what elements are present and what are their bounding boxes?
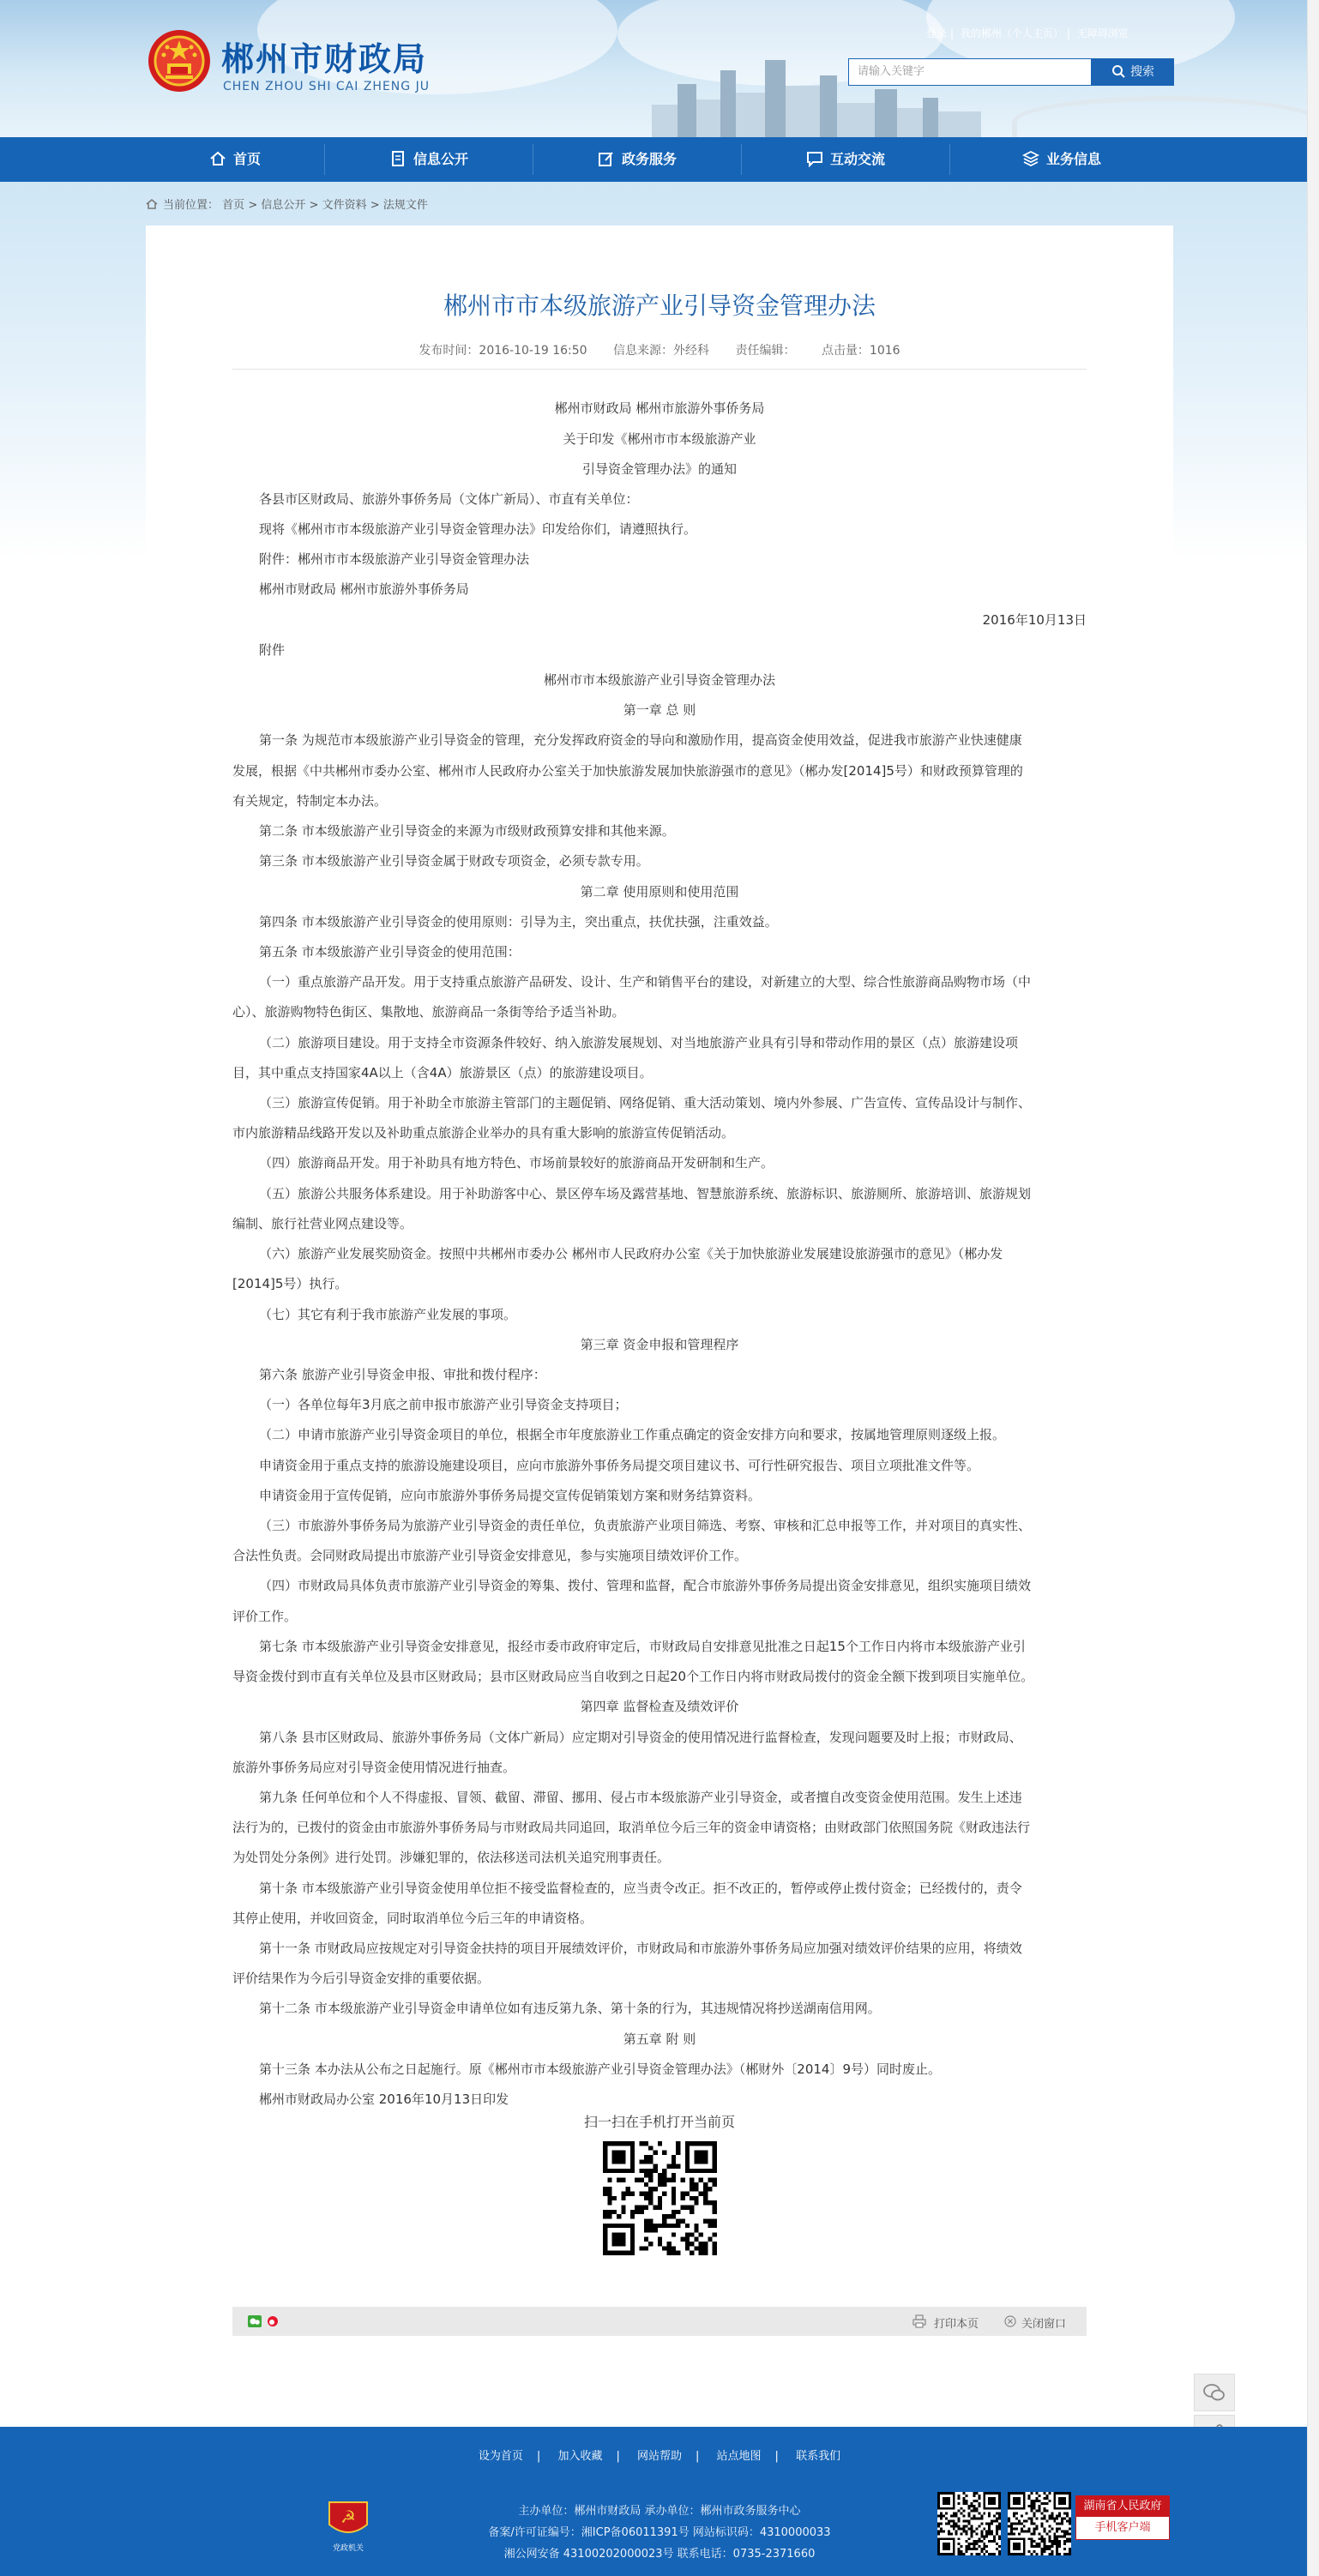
document-icon — [389, 150, 407, 167]
nav-business-info[interactable] — [950, 137, 1173, 182]
share-bar — [232, 2307, 1087, 2336]
footer-separator: | — [616, 2450, 620, 2463]
article-paragraph: 郴州市财政局 郴州市旅游外事侨务局 — [259, 581, 469, 597]
article-paragraph: 郴州市财政局 郴州市旅游外事侨务局 — [554, 400, 765, 416]
site-logo-subtitle: CHEN ZHOU SHI CAI ZHENG JU — [223, 80, 430, 93]
breadcrumb-separator: > — [248, 199, 258, 212]
article-paragraph: 第二条 市本级旅游产业引导资金的来源为市级财政预算安排和其他来源。 — [259, 823, 675, 839]
article-paragraph: 郴州市财政局办公室 2016年10月13日印发 — [259, 2091, 509, 2107]
nav-gov-service[interactable] — [533, 137, 741, 182]
article-paragraph: 为处罚处分条例》进行处罚。涉嫌犯罪的，依法移送司法机关追究刑事责任。 — [232, 1850, 671, 1865]
article-paragraph: 第五章 附 则 — [623, 2031, 696, 2047]
article-paragraph: 第十条 市本级旅游产业引导资金使用单位拒不接受监督检查的，应当责令改正。拒不改正的，暂停或停止拨付资金；已经拨付的，责令 — [259, 1881, 1022, 1896]
footer-link[interactable]: 联系我们 — [796, 2450, 841, 2463]
national-emblem-icon — [147, 28, 212, 93]
user-home-link[interactable]: 我的郴州（个人主页） — [960, 27, 1063, 39]
info-source: 信息来源：外经科 — [613, 344, 710, 358]
article-paragraph: 导资金拨付到市直有关单位及县市区财政局；县市区财政局应当自收到之日起20个工作日内将市财政局拨付的资金全额下拨到项目实施单位。 — [232, 1669, 1034, 1684]
article-paragraph: 第五条 市本级旅游产业引导资金的使用范围： — [259, 944, 521, 960]
article-paragraph: 申请资金用于宣传促销，应向市旅游外事侨务局提交宣传促销策划方案和财务结算资料。 — [259, 1488, 762, 1503]
article-paragraph: （三）旅游宣传促销。用于补助全市旅游主管部门的主题促销、网络促销、重大活动策划、境内外参展、广告宣传、宣传品设计与制作、 — [259, 1095, 1032, 1110]
article-paragraph: （一）重点旅游产品开发。用于支持重点旅游产品研发、设计、生产和销售平台的建设，对新建立的大型、综合性旅游商品购物市场（中 — [259, 974, 1032, 990]
footer-qr-code-icon — [937, 2492, 1001, 2555]
breadcrumb-item[interactable]: 文件资料 — [322, 199, 367, 212]
footer — [0, 2427, 1319, 2576]
nav-label: 互动交流 — [829, 151, 885, 167]
article-paragraph: （一）各单位每年3月底之前申报市旅游产业引导资金支持项目； — [259, 1397, 628, 1412]
article-paragraph: （二）旅游项目建设。用于支持全市资源条件较好、纳入旅游发展规划、对当地旅游产业具有引导和带动作用的景区（点）旅游建设项 — [259, 1035, 1019, 1050]
article-paragraph: （四）旅游商品开发。用于补助具有地方特色、市场前景较好的旅游商品开发研制和生产。 — [259, 1155, 774, 1171]
gov-badge-label: 党政机关 — [332, 2544, 364, 2553]
article-paragraph: [2014]5号）执行。 — [232, 1276, 348, 1291]
nav-label: 首页 — [232, 151, 261, 167]
footer-police[interactable]: 湘公网安备 43100202000023号 联系电话：0735-2371660 — [503, 2548, 816, 2561]
editor: 责任编辑： — [735, 344, 796, 358]
site-logo-title[interactable]: 郴州市财政局 — [221, 39, 428, 78]
article-paragraph: （二）申请市旅游产业引导资金项目的单位，根据全市年度旅游业工作重点确定的资金安排方向和要求，按属地管理原则逐级上报。 — [259, 1427, 1006, 1442]
article-paragraph: 第十一条 市财政局应按规定对引导资金扶持的项目开展绩效评价，市财政局和市旅游外事侨务局应加强对绩效评价结果的应用，将绩效 — [259, 1941, 1022, 1956]
article-paragraph: 附件：郴州市市本级旅游产业引导资金管理办法 — [259, 551, 530, 567]
close-window-icon — [1004, 2315, 1016, 2327]
wechat-icon — [1203, 2383, 1226, 2402]
article-paragraph: 第一条 为规范市本级旅游产业引导资金的管理，充分发挥政府资金的导向和激励作用，提高资金使用效益，促进我市旅游产业快速健康 — [259, 732, 1022, 748]
accessibility-link[interactable]: 无障碍浏览 — [1076, 27, 1129, 39]
article-paragraph: 评价结果作为今后引导资金安排的重要依据。 — [232, 1971, 491, 1986]
article-paragraph: （四）市财政局具体负责市旅游产业引导资金的筹集、拨付、管理和监督，配合市旅游外事侨务局提出资金安排意见，组织实施项目绩效 — [259, 1578, 1032, 1593]
article-paragraph: 其停止使用，并收回资金，同时取消单位今后三年的申请资格。 — [232, 1911, 593, 1926]
weibo-share-icon[interactable] — [267, 2315, 279, 2327]
article-paragraph: 第三条 市本级旅游产业引导资金属于财政专项资金，必须专款专用。 — [259, 853, 649, 869]
nav-label: 信息公开 — [413, 151, 468, 167]
article-paragraph: 第三章 资金申报和管理程序 — [580, 1337, 739, 1352]
breadcrumb-separator: > — [309, 199, 319, 212]
top-links: 登录 | 我的郴州（个人主页） | 无障碍浏览 — [926, 27, 1129, 39]
article-paragraph: 市内旅游精品线路开发以及补助重点旅游企业举办的具有重大影响的旅游宣传促销活动。 — [232, 1125, 735, 1141]
article-paragraph: 评价工作。 — [232, 1609, 298, 1624]
nav-interaction[interactable] — [742, 137, 949, 182]
header-banner — [0, 0, 1319, 137]
breadcrumb-prefix: 当前位置： — [163, 199, 220, 212]
divider — [232, 369, 1087, 370]
hunan-gov-badge[interactable] — [1075, 2495, 1170, 2540]
breadcrumb-separator: > — [370, 199, 380, 212]
footer-link[interactable]: 网站帮助 — [636, 2450, 682, 2463]
article-paragraph: 各县市区财政局、旅游外事侨务局（文体广新局）、市直有关单位： — [259, 491, 639, 507]
article-title: 郴州市市本级旅游产业引导资金管理办法 — [443, 292, 876, 320]
article-paragraph: 郴州市市本级旅游产业引导资金管理办法 — [543, 672, 775, 688]
article-paragraph: （五）旅游公共服务体系建设。用于补助游客中心、景区停车场及露营基地、智慧旅游系统、旅游标识、旅游厕所、旅游培训、旅游规划 — [259, 1186, 1032, 1201]
scrollbar[interactable] — [1307, 0, 1319, 2576]
search-input[interactable]: 请输入关键字 — [848, 58, 1092, 86]
footer-separator: | — [696, 2450, 700, 2463]
article-paragraph: 第十二条 市本级旅游产业引导资金申请单位如有违反第九条、第十条的行为，其违规情况将抄送湖南信用网。 — [259, 2001, 881, 2016]
article-paragraph: 第十三条 本办法从公布之日起施行。原《郴州市市本级旅游产业引导资金管理办法》（郴财外〔2014〕9号）同时废止。 — [259, 2061, 941, 2077]
search-button[interactable] — [1092, 58, 1174, 86]
footer-link[interactable]: 加入收藏 — [557, 2450, 603, 2463]
main-nav — [0, 137, 1319, 182]
article-paragraph: 编制、旅行社营业网点建设等。 — [232, 1216, 413, 1231]
article-paragraph: 附件 — [259, 642, 286, 658]
article-paragraph: 申请资金用于重点支持的旅游设施建设项目，应向市旅游外事侨务局提交项目建议书、可行性研究报告、项目立项批准文件等。 — [259, 1458, 980, 1473]
nav-label: 政务服务 — [621, 151, 677, 167]
hunan-gov-label: 湖南省人民政府 — [1076, 2496, 1169, 2517]
article-paragraph: 法行为的，已拨付的资金由市旅游外事侨务局与市财政局共同追回，取消单位今后三年的资金申请资格；由财政部门依照国务院《财政违法行 — [232, 1820, 1031, 1835]
article-paragraph: 有关规定，特制定本办法。 — [232, 793, 388, 809]
footer-links — [0, 2447, 1319, 2463]
close-window-button[interactable]: 关闭窗口 — [1021, 2318, 1067, 2331]
article-meta — [0, 341, 1319, 358]
article-paragraph: 引导资金管理办法》的通知 — [581, 461, 737, 477]
edit-icon — [598, 150, 615, 167]
publish-time: 发布时间：2016-10-19 16:50 — [419, 344, 587, 358]
breadcrumb-item[interactable]: 信息公开 — [261, 199, 306, 212]
footer-separator: | — [774, 2450, 779, 2463]
breadcrumb — [146, 196, 428, 212]
layers-icon — [1022, 150, 1039, 167]
article-paragraph: 第二章 使用原则和使用范围 — [580, 884, 739, 900]
nav-label: 业务信息 — [1045, 151, 1101, 167]
search-button-label: 搜索 — [1130, 65, 1154, 79]
article-paragraph: 第七条 市本级旅游产业引导资金安排意见，报经市委市政府审定后，市财政局自安排意见批准之日起15个工作日内将市本级旅游产业引 — [259, 1639, 1026, 1654]
login-link[interactable]: 登录 — [926, 27, 948, 39]
footer-separator: | — [536, 2450, 541, 2463]
mobile-client-label: 手机客户端 — [1094, 2521, 1151, 2534]
footer-link[interactable]: 站点地图 — [716, 2450, 762, 2463]
article-paragraph: 现将《郴州市市本级旅游产业引导资金管理办法》印发给你们，请遵照执行。 — [259, 521, 697, 537]
wechat-share-icon[interactable] — [248, 2315, 262, 2327]
qr-code-icon — [603, 2141, 717, 2255]
print-button[interactable]: 打印本页 — [934, 2318, 979, 2331]
home-icon — [209, 150, 226, 167]
wechat-float-button[interactable] — [1194, 2374, 1235, 2411]
nav-info-public[interactable] — [325, 137, 533, 182]
article-paragraph: 第九条 任何单位和个人不得虚报、冒领、截留、滞留、挪用、侵占市本级旅游产业引导资金，或者擅自改变资金使用范围。发生上述违 — [259, 1790, 1022, 1805]
click-count: 点击量：1016 — [821, 344, 900, 358]
article-paragraph: 第八条 县市区财政局、旅游外事侨务局（文体广新局）应定期对引导资金的使用情况进行监督检查，发现问题要及时上报；市财政局、 — [259, 1730, 1022, 1745]
breadcrumb-item-home[interactable]: 首页 — [222, 199, 245, 212]
article-paragraph: （七）其它有利于我市旅游产业发展的事项。 — [259, 1307, 517, 1322]
article-paragraph: 旅游外事侨务局应对引导资金使用情况进行抽查。 — [232, 1760, 516, 1775]
home-icon — [146, 198, 158, 210]
stadium-decoration — [1012, 96, 1319, 137]
footer-qr-code-icon — [1008, 2492, 1071, 2555]
article-paragraph: 第六条 旅游产业引导资金申报、审批和拨付程序： — [259, 1367, 546, 1382]
article-paragraph: 心）、旅游购物特色街区、集散地、旅游商品一条街等给予适当补助。 — [232, 1004, 625, 1020]
article-paragraph: 关于印发《郴州市市本级旅游产业 — [563, 431, 756, 447]
article-paragraph: 第四章 监督检查及绩效评价 — [580, 1699, 739, 1714]
footer-icp[interactable]: 备案/许可证编号：湘ICP备06011391号 网站标识码：4310000033 — [488, 2526, 831, 2539]
footer-link[interactable]: 设为首页 — [478, 2450, 523, 2463]
nav-home[interactable] — [146, 137, 324, 182]
article-paragraph: 合法性负责。会同财政局提出市旅游产业引导资金安排意见，参与实施项目绩效评价工作。 — [232, 1548, 748, 1563]
footer-host: 主办单位：郴州市财政局 承办单位：郴州市政务服务中心 — [518, 2505, 801, 2518]
breadcrumb-item[interactable]: 法规文件 — [382, 199, 428, 212]
article-paragraph: 第一章 总 则 — [623, 702, 696, 718]
article-paragraph: 发展，根据《中共郴州市委办公室、郴州市人民政府办公室关于加快旅游发展加快旅游强市的意见》（郴办发[2014]5号）和财政预算管理的 — [232, 763, 1023, 779]
article-paragraph: 2016年10月13日 — [982, 612, 1087, 628]
article-paragraph: 目，其中重点支持国家4A以上（含4A）旅游景区（点）的旅游建设项目。 — [232, 1065, 653, 1080]
article-paragraph: 第四条 市本级旅游产业引导资金的使用原则：引导为主，突出重点，扶优扶强，注重效益。 — [259, 914, 778, 930]
print-icon — [912, 2314, 926, 2328]
chat-icon — [806, 150, 823, 167]
qr-title: 扫一扫在手机打开当前页 — [583, 2114, 735, 2130]
article-paragraph: （三）市旅游外事侨务局为旅游产业引导资金的责任单位，负责旅游产业项目筛选、考察、审核和汇总申报等工作，并对项目的真实性、 — [259, 1518, 1032, 1533]
article-paragraph: （六）旅游产业发展奖励资金。按照中共郴州市委办公 郴州市人民政府办公室《关于加快旅游业发展建设旅游强市的意见》（郴办发 — [259, 1246, 1003, 1261]
svg-text:☭: ☭ — [340, 2507, 356, 2527]
search-icon — [1111, 64, 1125, 78]
